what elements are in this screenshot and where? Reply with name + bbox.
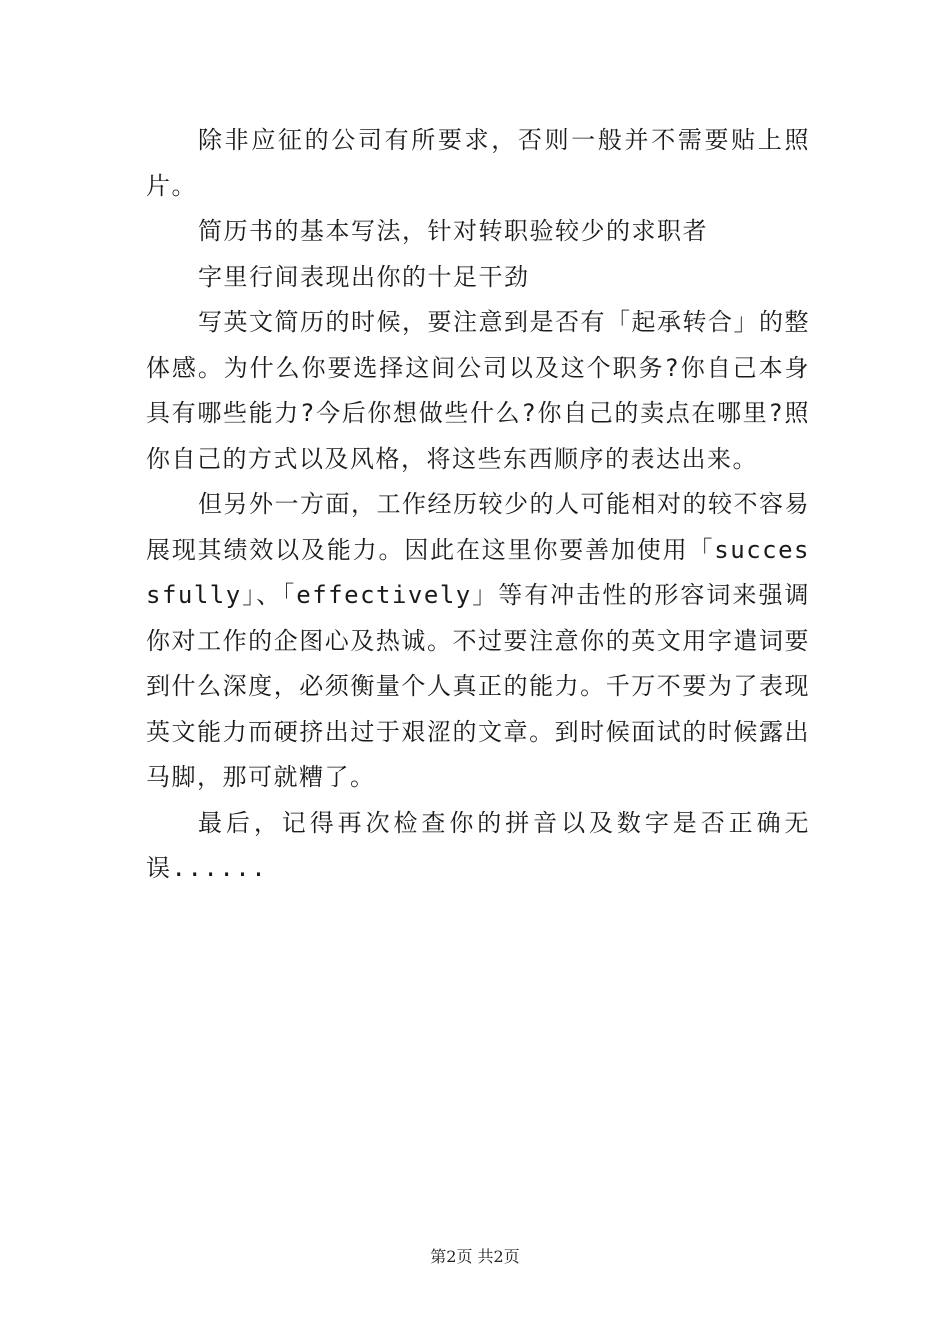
document-body (146, 118, 810, 892)
paragraph: 写英文简历的时候，要注意到是否有「起承转合」的整体感。为什么你要选择这间公司以及这个职务?你自己本身具有哪些能力?今后你想做些什么?你自己的卖点在哪里?照你自己的方式以及风格，将这些东西顺序的表达出来。 (146, 308, 810, 473)
paragraph: 除非应征的公司有所要求，否则一般并不需要贴上照片。 (146, 126, 810, 200)
paragraph: 但另外一方面，工作经历较少的人可能相对的较不容易展现其绩效以及能力。因此在这里你要善加使用「successfully」、「effectively」等有冲击性的形容词来强调你对工作的企图心及热诚。不过要注意你的英文用字遣词要到什么深度，必须衡量个人真正的能力。千万不要为了表现英文能力而硬挤出过于艰涩的文章。到时候面试的时候露出马脚，那可就糟了。 (146, 490, 810, 791)
page-number-footer: 第2页 共2页 (430, 1247, 520, 1266)
paragraph: 简历书的基本写法，针对转职验较少的求职者 (198, 217, 708, 245)
paragraph: 最后，记得再次检查你的拼音以及数字是否正确无误...... (146, 808, 810, 882)
paragraph: 字里行间表现出你的十足干劲 (198, 262, 530, 291)
